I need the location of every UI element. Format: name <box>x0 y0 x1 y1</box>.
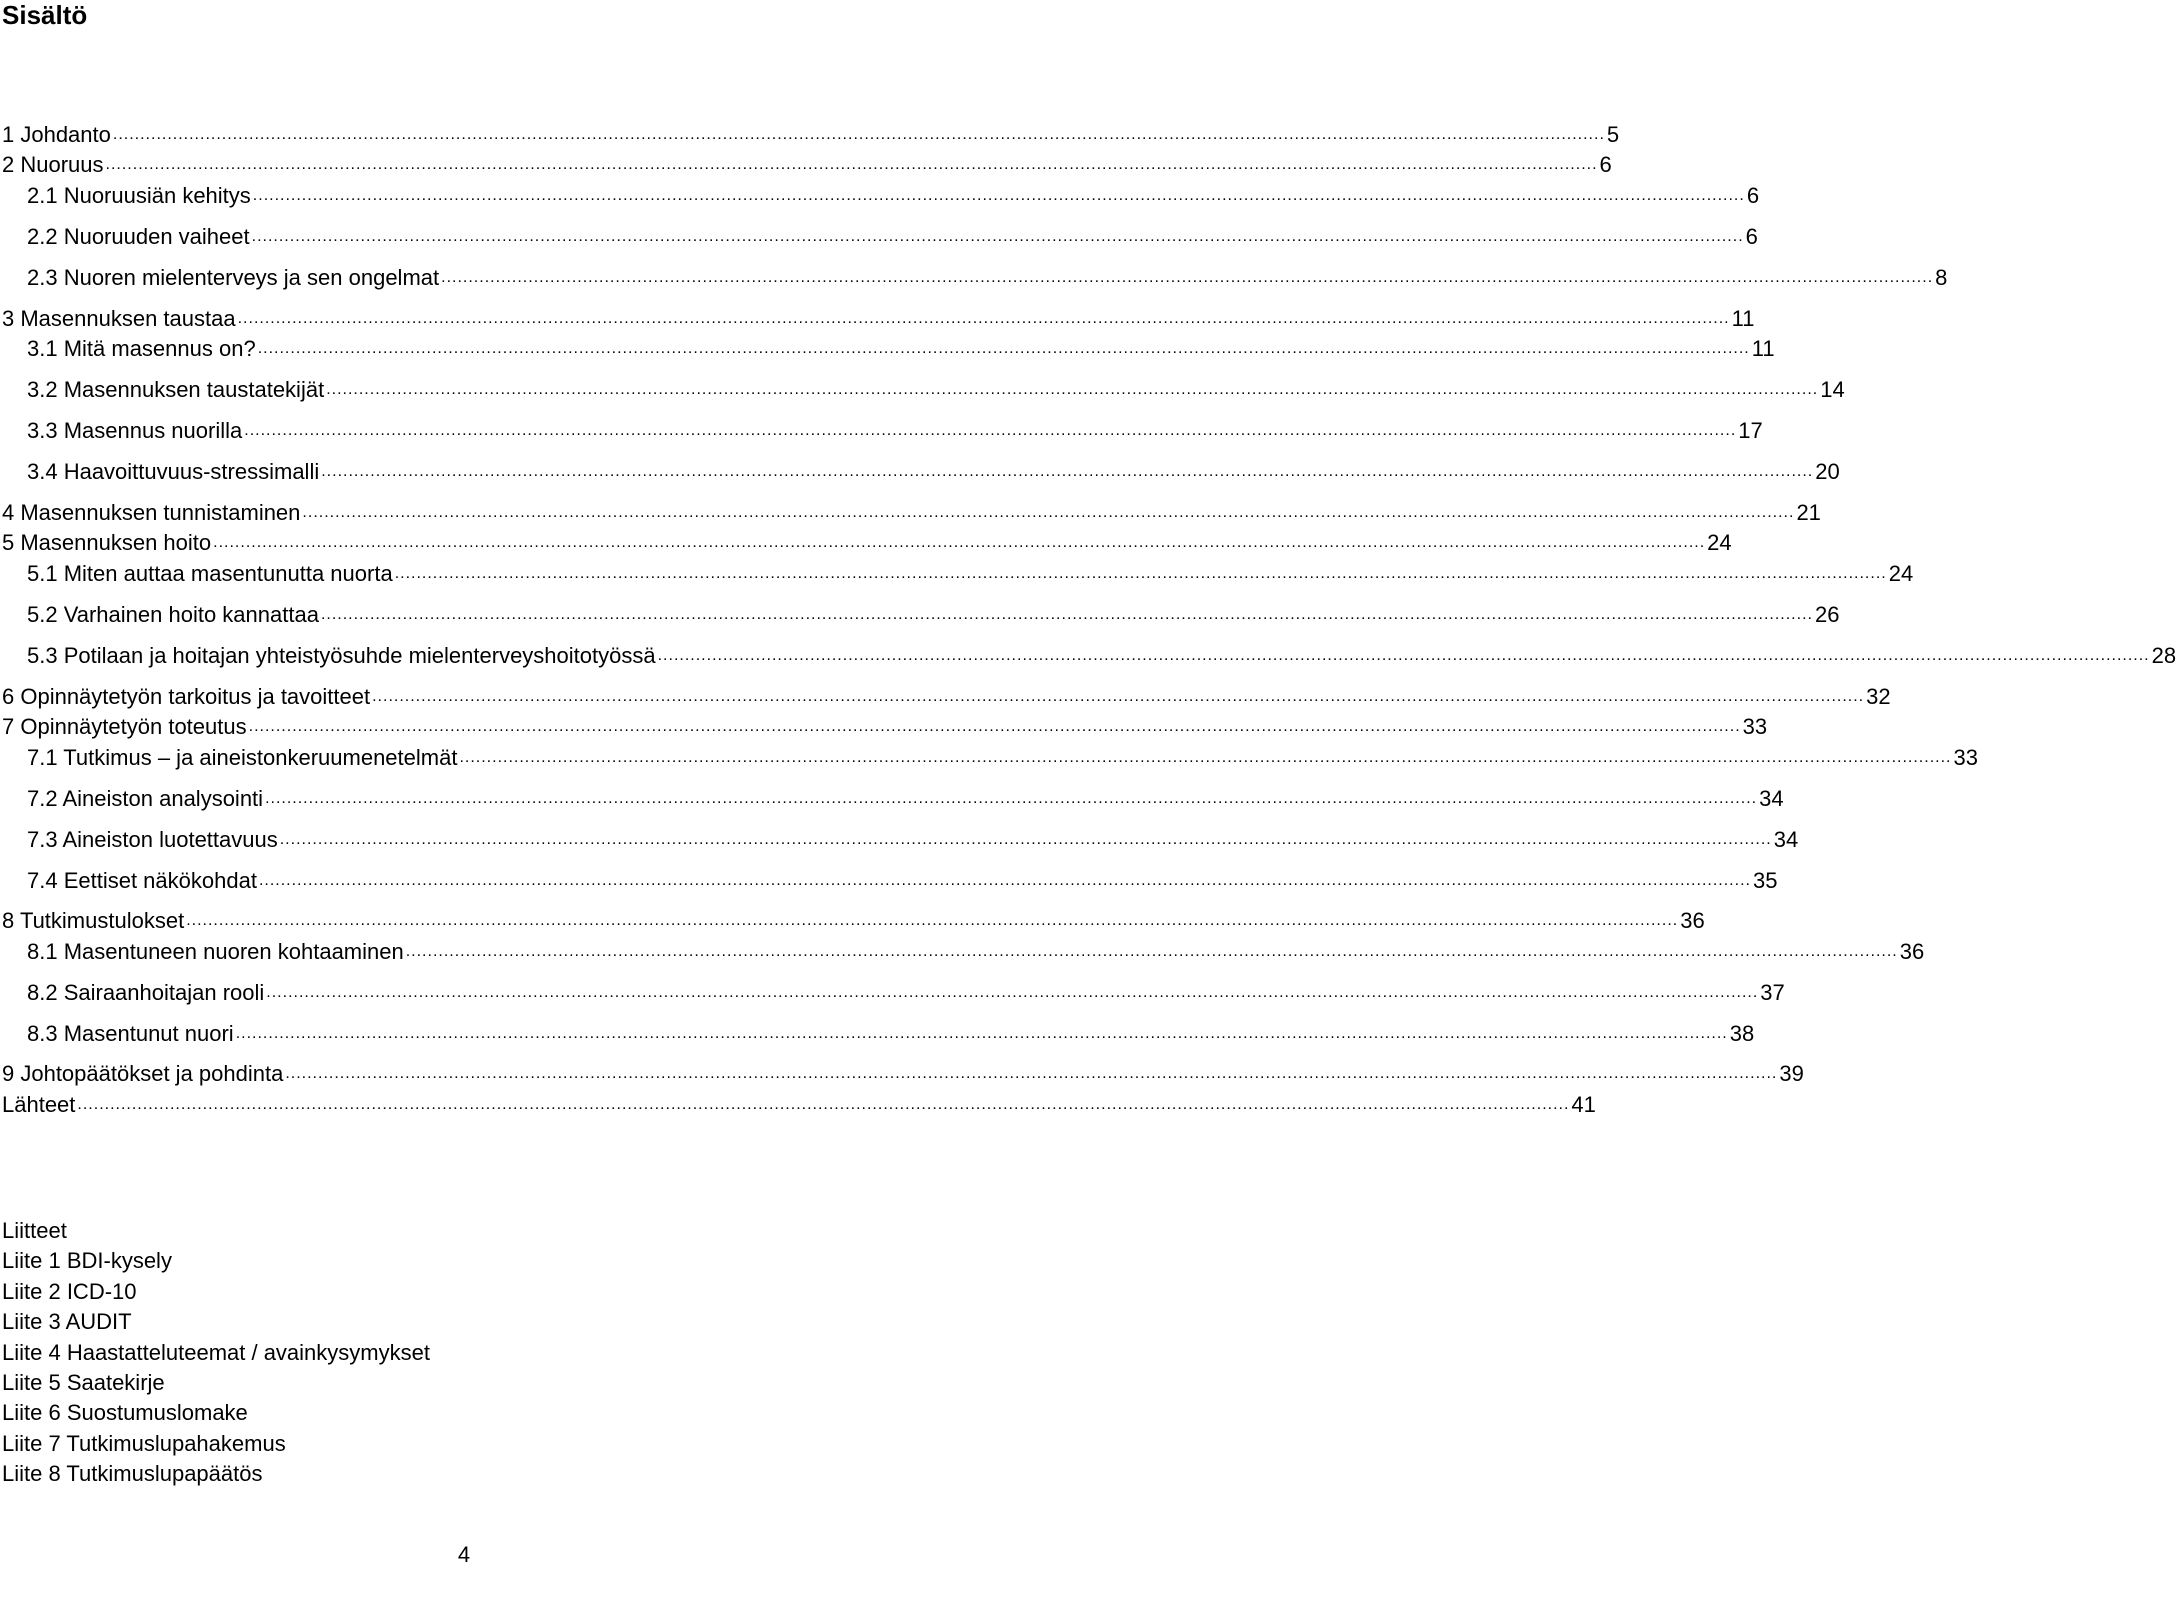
toc-entry-page: 34 <box>1773 827 1799 852</box>
toc-entry[interactable] <box>2 148 1612 178</box>
toc-entry-label: 3.1 Mitä masennus on? <box>27 336 256 361</box>
toc-entry[interactable] <box>27 414 1763 444</box>
toc-entry[interactable] <box>2 302 1755 332</box>
toc-entry-label: 3.4 Haavoittuvuus-stressimalli <box>27 459 320 484</box>
toc-entry-page: 11 <box>1731 306 1755 331</box>
toc-dot-leader: .................................................................................................................................................................................................................................................................................. <box>105 156 1598 173</box>
toc-entry-label: 5.2 Varhainen hoito kannattaa <box>27 602 319 627</box>
toc-entry[interactable] <box>27 455 1840 485</box>
toc-entry-page: 33 <box>1953 745 1978 770</box>
toc-entry[interactable] <box>27 782 1784 812</box>
appendix-item: Liite 5 Saatekirje <box>2 1369 165 1395</box>
toc-entry[interactable] <box>2 710 1768 740</box>
toc-entry[interactable] <box>27 557 1914 587</box>
toc-entry[interactable] <box>27 823 1799 853</box>
toc-dot-leader: .................................................................................................................................................................................................................................................................................. <box>302 504 1795 521</box>
toc-entry[interactable] <box>27 332 1775 362</box>
toc-entry-page: 6 <box>1599 152 1612 177</box>
toc-entry[interactable] <box>27 935 1925 965</box>
toc-entry-page: 24 <box>1888 561 1914 586</box>
toc-entry-label: 2.3 Nuoren mielenterveys ja sen ongelmat <box>27 265 440 290</box>
toc-entry[interactable] <box>27 373 1845 403</box>
toc-entry-label: 7.2 Aineiston analysointi <box>27 786 264 811</box>
toc-entry[interactable] <box>27 179 1760 209</box>
toc-entry[interactable] <box>27 220 1758 250</box>
toc-entry-label: 6 Opinnäytetyön tarkoitus ja tavoitteet <box>2 684 371 709</box>
toc-entry[interactable] <box>2 496 1821 526</box>
toc-entry-page: 6 <box>1746 183 1760 208</box>
toc-dot-leader: .................................................................................................................................................................................................................................................................................. <box>112 126 1605 143</box>
toc-dot-leader: .................................................................................................................................................................................................................................................................................. <box>213 534 1706 551</box>
appendix-item: Liite 3 AUDIT <box>2 1309 132 1335</box>
toc-dot-leader: .................................................................................................................................................................................................................................................................................. <box>405 943 1898 960</box>
toc-dot-leader: .................................................................................................................................................................................................................................................................................. <box>266 984 1759 1001</box>
toc-entry-label: 7.4 Eettiset näkökohdat <box>27 868 257 893</box>
toc-entry-label: 7 Opinnäytetyön toteutus <box>2 714 247 739</box>
appendix-item: Liite 7 Tutkimuslupahakemus <box>2 1430 286 1456</box>
toc-entry-page: 36 <box>1680 908 1705 933</box>
toc-entry[interactable] <box>2 118 1620 148</box>
toc-entry-label: 8.1 Masentuneen nuoren kohtaaminen <box>27 939 404 964</box>
toc-dot-leader: .................................................................................................................................................................................................................................................................................. <box>394 565 1887 582</box>
toc-entry-page: 38 <box>1729 1021 1755 1046</box>
toc-entry-page: 28 <box>2151 643 2176 668</box>
toc-entry[interactable] <box>27 976 1785 1006</box>
toc-entry[interactable] <box>27 741 1978 771</box>
toc-entry-page: 35 <box>1752 868 1778 893</box>
toc-entry-page: 41 <box>1571 1092 1596 1117</box>
toc-dot-leader: .................................................................................................................................................................................................................................................................................. <box>258 872 1751 889</box>
toc-dot-leader: .................................................................................................................................................................................................................................................................................. <box>252 187 1745 204</box>
toc-entry-page: 33 <box>1742 714 1768 739</box>
toc-dot-leader: .................................................................................................................................................................................................................................................................................. <box>237 310 1730 327</box>
toc-dot-leader: .................................................................................................................................................................................................................................................................................. <box>248 718 1741 735</box>
appendix-item: Liite 1 BDI-kysely <box>2 1248 172 1274</box>
toc-dot-leader: .................................................................................................................................................................................................................................................................................. <box>251 228 1744 245</box>
appendix-list <box>2 1216 702 1490</box>
toc-entry[interactable] <box>27 639 2176 669</box>
appendix-item: Liite 2 ICD-10 <box>2 1278 137 1304</box>
toc-entry-page: 32 <box>1866 684 1891 709</box>
toc-entry-label: 4 Masennuksen tunnistaminen <box>2 500 301 525</box>
toc-entry-page: 5 <box>1606 122 1620 147</box>
toc-entry-page: 14 <box>1820 377 1845 402</box>
toc-entry-page: 34 <box>1759 786 1784 811</box>
toc-dot-leader: .................................................................................................................................................................................................................................................................................. <box>265 790 1758 807</box>
toc-dot-leader: .................................................................................................................................................................................................................................................................................. <box>459 749 1952 766</box>
toc-entry-label: 3.2 Masennuksen taustatekijät <box>27 377 325 402</box>
toc-entry-page: 6 <box>1745 224 1758 249</box>
toc-entry-page: 20 <box>1815 459 1840 484</box>
toc-entry-label: 3.3 Masennus nuorilla <box>27 418 243 443</box>
appendix-item: Liite 4 Haastatteluteemat / avainkysymykset <box>2 1339 430 1365</box>
toc-entry-label: Lähteet <box>2 1092 76 1117</box>
toc-dot-leader: .................................................................................................................................................................................................................................................................................. <box>285 1065 1778 1082</box>
toc-entry-page: 24 <box>1707 530 1732 555</box>
toc-dot-leader: .................................................................................................................................................................................................................................................................................. <box>326 381 1819 398</box>
toc-dot-leader: .................................................................................................................................................................................................................................................................................. <box>235 1025 1728 1042</box>
toc-entry-label: 8 Tutkimustulokset <box>2 908 185 933</box>
toc-entry[interactable] <box>2 1057 1804 1087</box>
toc-entry-page: 37 <box>1760 980 1785 1005</box>
toc-entry-label: 2.2 Nuoruuden vaiheet <box>27 224 250 249</box>
toc-dot-leader: .................................................................................................................................................................................................................................................................................. <box>372 688 1865 705</box>
toc-entry-page: 11 <box>1751 336 1775 361</box>
toc-entry[interactable] <box>27 864 1778 894</box>
toc-entry[interactable] <box>27 261 1948 291</box>
toc-entry[interactable] <box>27 598 1840 628</box>
page-number: 4 <box>457 1542 471 1567</box>
toc-entry-label: 5.3 Potilaan ja hoitajan yhteistyösuhde mielenterveyshoitotyössä <box>27 643 656 668</box>
toc-entry[interactable] <box>2 1088 1596 1118</box>
toc-entry-label: 7.3 Aineiston luotettavuus <box>27 827 278 852</box>
toc-entry[interactable] <box>2 526 1732 556</box>
toc-entry-page: 8 <box>1935 265 1948 290</box>
toc-dot-leader: .................................................................................................................................................................................................................................................................................. <box>279 831 1772 848</box>
toc-entry-page: 36 <box>1899 939 1925 964</box>
toc-entry[interactable] <box>27 1017 1755 1047</box>
toc-dot-leader: .................................................................................................................................................................................................................................................................................. <box>77 1096 1570 1113</box>
toc-entry[interactable] <box>2 680 1891 710</box>
toc-entry-page: 39 <box>1779 1061 1804 1086</box>
toc-entry-page: 21 <box>1796 500 1821 525</box>
toc-entry-label: 2 Nuoruus <box>2 152 104 177</box>
toc-dot-leader: .................................................................................................................................................................................................................................................................................. <box>257 340 1750 357</box>
toc-entry[interactable] <box>2 904 1705 934</box>
toc-dot-leader: .................................................................................................................................................................................................................................................................................. <box>441 269 1934 286</box>
appendix-item: Liite 8 Tutkimuslupapäätös <box>2 1461 263 1487</box>
toc-entry-label: 9 Johtopäätökset ja pohdinta <box>2 1061 284 1086</box>
toc-dot-leader: .................................................................................................................................................................................................................................................................................. <box>321 463 1814 480</box>
toc-entry-label: 5.1 Miten auttaa masentunutta nuorta <box>27 561 393 586</box>
toc-dot-leader: .................................................................................................................................................................................................................................................................................. <box>186 912 1679 929</box>
toc-entry-label: 3 Masennuksen taustaa <box>2 306 236 331</box>
appendix-heading: Liitteet <box>2 1218 67 1243</box>
toc-entry-page: 17 <box>1738 418 1763 443</box>
toc-entry-label: 8.3 Masentunut nuori <box>27 1021 234 1046</box>
toc-dot-leader: .................................................................................................................................................................................................................................................................................. <box>244 422 1737 439</box>
toc-entry-label: 2.1 Nuoruusiän kehitys <box>27 183 251 208</box>
toc-dot-leader: .................................................................................................................................................................................................................................................................................. <box>657 647 2150 664</box>
toc-entry-page: 26 <box>1814 602 1840 627</box>
page-title: Sisältö <box>2 0 88 30</box>
toc-entry-label: 5 Masennuksen hoito <box>2 530 212 555</box>
toc-entry-label: 1 Johdanto <box>2 122 111 147</box>
toc-entry-label: 8.2 Sairaanhoitajan rooli <box>27 980 265 1005</box>
toc-entry-label: 7.1 Tutkimus – ja aineistonkeruumenetelmät <box>27 745 458 770</box>
toc-dot-leader: .................................................................................................................................................................................................................................................................................. <box>320 606 1813 623</box>
appendix-item: Liite 6 Suostumuslomake <box>2 1400 248 1426</box>
